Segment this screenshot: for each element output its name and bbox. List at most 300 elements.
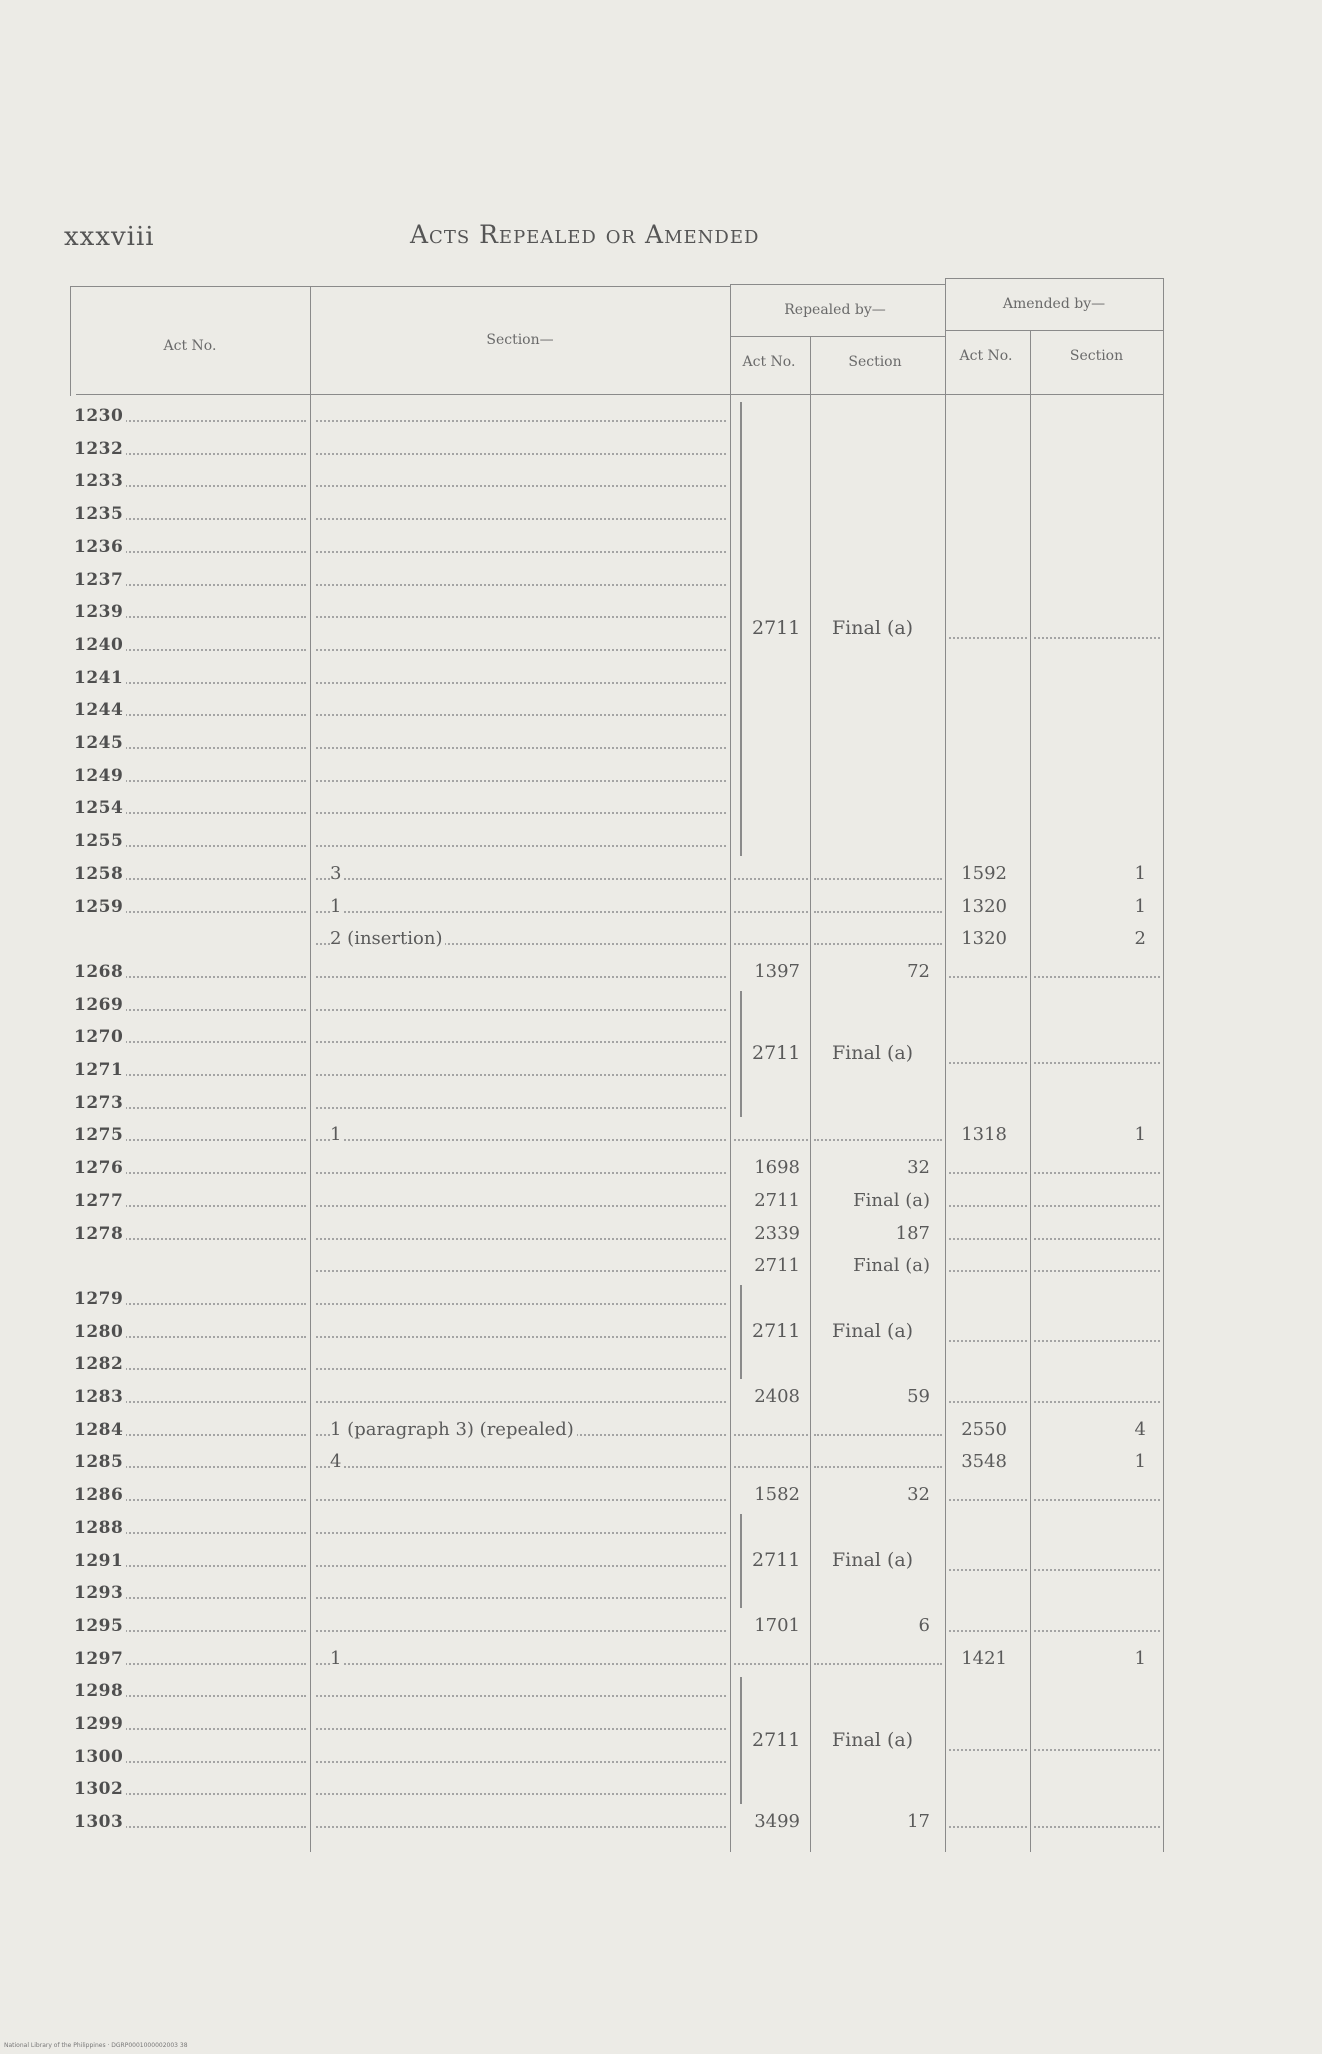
act-cell (74, 856, 306, 889)
repealed-section-value: Final (a) (853, 1255, 930, 1277)
table-row (70, 1804, 1168, 1837)
act-number: 1285 (74, 1452, 126, 1472)
act-cell (74, 660, 306, 693)
leader-dots (814, 878, 942, 880)
repealed-section-value: 17 (907, 1811, 930, 1833)
repealed-section-cell (814, 1216, 942, 1249)
amended-section-cell (1034, 1248, 1160, 1281)
table-row (70, 496, 1168, 529)
act-cell (74, 1444, 306, 1477)
section-cell (316, 398, 726, 431)
leader-dots (316, 1695, 726, 1697)
leader-dots (316, 616, 726, 618)
act-number: 1240 (74, 635, 126, 655)
leader-dots (949, 1499, 1027, 1501)
leader-dots (949, 637, 1027, 639)
repealed-section-cell (814, 1248, 942, 1281)
table-row (70, 1706, 1168, 1739)
leader-dots (1034, 1569, 1160, 1571)
amended-section-value: 2 (1134, 928, 1146, 950)
table-row (70, 1281, 1168, 1314)
act-number: 1237 (74, 570, 126, 590)
table-row (70, 627, 1168, 660)
table-top-rule (70, 286, 730, 287)
leader-dots (1034, 1749, 1160, 1751)
table-row (70, 1248, 1168, 1281)
amended-section-value: 1 (1134, 1124, 1146, 1146)
section-cell (316, 1052, 726, 1085)
repealed-section-value: 6 (918, 1614, 930, 1636)
act-number: 1241 (74, 668, 126, 688)
leader-dots (316, 1630, 726, 1632)
group-repealed-act: 2711 (752, 1319, 801, 1342)
act-cell (74, 1739, 306, 1772)
table-row (70, 1771, 1168, 1804)
leader-dots (316, 1565, 726, 1567)
repealed-section-cell (814, 856, 942, 889)
section-cell (316, 529, 726, 562)
section-cell (316, 660, 726, 693)
act-cell (74, 1052, 306, 1085)
amended-act-cell (949, 1183, 1027, 1216)
leader-dots (814, 911, 942, 913)
table-row (70, 398, 1168, 431)
leader-dots (1034, 1630, 1160, 1632)
section-cell (316, 1444, 726, 1477)
section-cell (316, 1739, 726, 1772)
leader-dots (316, 1139, 726, 1141)
act-number: 1291 (74, 1551, 126, 1571)
leader-dots (1034, 1062, 1160, 1064)
leader-dots (316, 1466, 726, 1468)
leader-dots (316, 649, 726, 651)
table-row (70, 1739, 1168, 1772)
section-cell (316, 1477, 726, 1510)
amended-act-number: 3548 (961, 1451, 1007, 1473)
amended-act-cell (949, 889, 1027, 922)
act-cell (74, 627, 306, 660)
repealed-top-rule (730, 284, 945, 285)
leader-dots (316, 1172, 726, 1174)
act-number: 1271 (74, 1060, 126, 1080)
group-repealed-act: 2711 (752, 616, 801, 639)
col-header-amended-section: Section (1069, 348, 1124, 364)
group-repealed-section: Final (a) (832, 616, 914, 639)
leader-dots (316, 1205, 726, 1207)
act-cell (74, 889, 306, 922)
section-cell (316, 1673, 726, 1706)
leader-dots (316, 420, 726, 422)
leader-dots (1034, 1826, 1160, 1828)
col-header-repealed-by: Repealed by— (784, 302, 886, 318)
table-row (70, 1150, 1168, 1183)
section-cell (316, 1314, 726, 1347)
act-number: 1236 (74, 537, 126, 557)
group-repealed-section: Final (a) (832, 1042, 914, 1064)
section-cell (316, 627, 726, 660)
repealed-act-cell (734, 856, 808, 889)
section-cell (316, 954, 726, 987)
section-cell (316, 889, 726, 922)
repealed-section-cell (814, 1444, 942, 1477)
table-left-rule (70, 286, 71, 396)
amended-top-rule (945, 278, 1163, 279)
leader-dots (734, 943, 808, 945)
act-cell (74, 1117, 306, 1150)
act-cell (74, 398, 306, 431)
amended-act-number: 1320 (961, 928, 1007, 950)
act-cell (74, 1216, 306, 1249)
leader-dots (1034, 1172, 1160, 1174)
section-cell (316, 1412, 726, 1445)
section-cell (316, 1117, 726, 1150)
leader-dots (949, 1270, 1027, 1272)
leader-dots (316, 453, 726, 455)
amended-section-cell (1034, 1444, 1160, 1477)
section-cell (316, 1346, 726, 1379)
amended-act-cell (949, 1804, 1027, 1837)
act-number: 1232 (74, 439, 126, 459)
amended-section-cell (1034, 856, 1160, 889)
table-row (70, 1117, 1168, 1150)
leader-dots (949, 1062, 1027, 1064)
section-cell (316, 1019, 726, 1052)
repealed-act-cell (734, 889, 808, 922)
act-cell (74, 758, 306, 791)
leader-dots (316, 714, 726, 716)
leader-dots (316, 1041, 726, 1043)
amended-act-number: 1320 (961, 895, 1007, 917)
table-row (70, 954, 1168, 987)
repealed-section-cell (814, 1641, 942, 1674)
section-cell (316, 562, 726, 595)
leader-dots (734, 1466, 808, 1468)
repealed-act-cell (734, 1248, 808, 1281)
repealed-act-cell (734, 1641, 808, 1674)
table-row (70, 1510, 1168, 1543)
group-repealed-section: Final (a) (832, 1728, 914, 1751)
leader-dots (814, 1139, 942, 1141)
act-cell (74, 1477, 306, 1510)
repealed-act-number: 2711 (754, 1189, 800, 1211)
leader-dots (316, 1401, 726, 1403)
amended-section-cell (1034, 1804, 1160, 1837)
section-text: 4 (330, 1451, 344, 1472)
section-cell (316, 987, 726, 1020)
repealed-section-value: 72 (907, 960, 930, 982)
act-number: 1273 (74, 1093, 126, 1113)
repealed-act-cell (734, 1117, 808, 1150)
section-cell (316, 856, 726, 889)
amended-section-value: 4 (1134, 1418, 1146, 1440)
table-row (70, 529, 1168, 562)
repealed-section-value: Final (a) (853, 1189, 930, 1211)
leader-dots (1034, 1205, 1160, 1207)
repealed-act-number: 1582 (754, 1484, 800, 1506)
leader-dots (316, 1303, 726, 1305)
amended-act-cell (949, 1379, 1027, 1412)
act-number: 1235 (74, 504, 126, 524)
act-number: 1284 (74, 1420, 126, 1440)
act-number: 1254 (74, 798, 126, 818)
act-cell (74, 1379, 306, 1412)
leader-dots (734, 911, 808, 913)
repealed-section-cell (814, 1379, 942, 1412)
leader-dots (949, 1172, 1027, 1174)
act-cell (74, 562, 306, 595)
amended-section-cell (1034, 1379, 1160, 1412)
table-row (70, 660, 1168, 693)
act-number: 1233 (74, 471, 126, 491)
section-cell (316, 790, 726, 823)
section-cell (316, 1804, 726, 1837)
brace-bracket (740, 1285, 742, 1379)
act-number: 1283 (74, 1387, 126, 1407)
amended-section-cell (1034, 1412, 1160, 1445)
act-cell (74, 692, 306, 725)
section-cell (316, 1379, 726, 1412)
leader-dots (949, 1630, 1027, 1632)
repealed-act-cell (734, 1444, 808, 1477)
leader-dots (734, 1139, 808, 1141)
act-number: 1269 (74, 995, 126, 1015)
amended-act-number: 1318 (961, 1124, 1007, 1146)
group-repealed-section: Final (a) (832, 1319, 914, 1342)
repealed-act-number: 1701 (754, 1614, 800, 1636)
act-cell (74, 987, 306, 1020)
col-header-section: Section— (486, 332, 554, 348)
col-header-amended-by: Amended by— (1002, 296, 1106, 312)
group-repealed-act: 2711 (752, 1042, 801, 1064)
leader-dots (316, 1532, 726, 1534)
section-cell (316, 1216, 726, 1249)
repealed-sub-rule (730, 336, 945, 337)
section-cell (316, 1510, 726, 1543)
leader-dots (734, 1434, 808, 1436)
repealed-section-cell (814, 1117, 942, 1150)
act-number: 1268 (74, 962, 126, 982)
amended-act-cell (949, 1608, 1027, 1641)
leader-dots (316, 1597, 726, 1599)
repealed-section-cell (814, 921, 942, 954)
leader-dots (316, 1663, 726, 1665)
section-text: 1 (330, 1124, 344, 1145)
section-cell (316, 594, 726, 627)
repealed-section-cell (814, 1412, 942, 1445)
act-number: 1299 (74, 1714, 126, 1734)
table-row (70, 1379, 1168, 1412)
leader-dots (814, 1663, 942, 1665)
section-text: 3 (330, 863, 344, 884)
leader-dots (1034, 637, 1160, 639)
repealed-act-number: 3499 (754, 1811, 800, 1833)
leader-dots (316, 1728, 726, 1730)
act-number: 1298 (74, 1681, 126, 1701)
section-cell (316, 692, 726, 725)
section-cell (316, 823, 726, 856)
table-row (70, 921, 1168, 954)
section-cell (316, 431, 726, 464)
act-cell (74, 954, 306, 987)
act-cell (74, 1019, 306, 1052)
amended-section-value: 1 (1134, 862, 1146, 884)
leader-dots (316, 780, 726, 782)
section-cell (316, 1085, 726, 1118)
leader-dots (814, 943, 942, 945)
leader-dots (1034, 976, 1160, 978)
act-number: 1280 (74, 1322, 126, 1342)
amended-section-cell (1034, 1216, 1160, 1249)
amended-act-cell (949, 1444, 1027, 1477)
table-row (70, 889, 1168, 922)
leader-dots (949, 1401, 1027, 1403)
act-cell (74, 1543, 306, 1576)
repealed-section-cell (814, 1183, 942, 1216)
amended-act-cell (949, 856, 1027, 889)
amended-section-cell (1034, 1183, 1160, 1216)
table-row (70, 987, 1168, 1020)
act-cell (74, 1412, 306, 1445)
repealed-act-cell (734, 1216, 808, 1249)
amended-act-cell (949, 1216, 1027, 1249)
brace-bracket (740, 1514, 742, 1608)
repealed-act-number: 2711 (754, 1255, 800, 1277)
act-cell (74, 1771, 306, 1804)
amended-act-cell (949, 1412, 1027, 1445)
act-cell (74, 1085, 306, 1118)
brace-bracket (740, 402, 742, 856)
col-header-act-no: Act No. (163, 338, 217, 354)
leader-dots (949, 1340, 1027, 1342)
leader-dots (316, 518, 726, 520)
leader-dots (316, 878, 726, 880)
table-row (70, 823, 1168, 856)
repealed-section-value: 32 (907, 1484, 930, 1506)
act-cell (74, 1248, 306, 1281)
repealed-act-cell (734, 1804, 808, 1837)
leader-dots (316, 485, 726, 487)
act-number: 1270 (74, 1027, 126, 1047)
section-cell (316, 1706, 726, 1739)
act-cell (74, 1706, 306, 1739)
amended-section-cell (1034, 1477, 1160, 1510)
leader-dots (316, 911, 726, 913)
amended-section-cell (1034, 1608, 1160, 1641)
act-number: 1259 (74, 897, 126, 917)
amended-section-value: 1 (1134, 1451, 1146, 1473)
repealed-act-number: 1698 (754, 1157, 800, 1179)
repealed-section-value: 187 (895, 1222, 930, 1244)
act-cell (74, 1281, 306, 1314)
leader-dots (316, 1499, 726, 1501)
leader-dots (949, 1826, 1027, 1828)
act-cell (74, 790, 306, 823)
table-row (70, 1019, 1168, 1052)
act-cell (74, 1510, 306, 1543)
act-cell (74, 529, 306, 562)
leader-dots (949, 976, 1027, 978)
col-header-amended-act-no: Act No. (959, 348, 1013, 364)
table-row (70, 1477, 1168, 1510)
section-cell (316, 725, 726, 758)
leader-dots (316, 845, 726, 847)
section-cell (316, 758, 726, 791)
act-cell (74, 1608, 306, 1641)
amended-act-cell (949, 1117, 1027, 1150)
act-number: 1255 (74, 831, 126, 851)
act-number: 1303 (74, 1812, 126, 1832)
act-number: 1282 (74, 1354, 126, 1374)
act-number: 1293 (74, 1583, 126, 1603)
repealed-section-cell (814, 1477, 942, 1510)
act-cell (74, 496, 306, 529)
section-cell (316, 1771, 726, 1804)
act-number: 1286 (74, 1485, 126, 1505)
brace-bracket (740, 1677, 742, 1804)
table-row (70, 1183, 1168, 1216)
section-text: 1 (330, 1648, 344, 1669)
section-cell (316, 1641, 726, 1674)
amended-section-cell (1034, 921, 1160, 954)
leader-dots (316, 1107, 726, 1109)
col-header-repealed-act-no: Act No. (742, 354, 796, 370)
amended-act-number: 2550 (961, 1418, 1007, 1440)
section-cell (316, 1281, 726, 1314)
header-bottom-rule (76, 394, 1163, 395)
table-row (70, 562, 1168, 595)
act-number: 1239 (74, 602, 126, 622)
repealed-act-number: 1397 (754, 960, 800, 982)
leader-dots (734, 878, 808, 880)
brace-bracket (740, 991, 742, 1118)
section-cell (316, 1150, 726, 1183)
amended-section-cell (1034, 1641, 1160, 1674)
act-cell (74, 594, 306, 627)
section-text: 1 (330, 896, 344, 917)
repealed-section-cell (814, 889, 942, 922)
leader-dots (316, 551, 726, 553)
table-row (70, 692, 1168, 725)
act-number: 1300 (74, 1747, 126, 1767)
leader-dots (1034, 1340, 1160, 1342)
act-number: 1297 (74, 1649, 126, 1669)
amended-act-cell (949, 1477, 1027, 1510)
act-cell (74, 921, 306, 954)
leader-dots (316, 1761, 726, 1763)
leader-dots (316, 812, 726, 814)
leader-dots (949, 1205, 1027, 1207)
leader-dots (316, 1793, 726, 1795)
col-header-repealed-section: Section (848, 354, 902, 370)
repealed-act-cell (734, 1379, 808, 1412)
act-number: 1278 (74, 1224, 126, 1244)
table-row (70, 725, 1168, 758)
leader-dots (316, 1238, 726, 1240)
leader-dots (949, 1238, 1027, 1240)
section-cell (316, 1183, 726, 1216)
leader-dots (949, 1569, 1027, 1571)
amended-act-cell (949, 1150, 1027, 1183)
repealed-act-number: 2408 (754, 1386, 800, 1407)
repealed-section-cell (814, 1608, 942, 1641)
table-row (70, 1641, 1168, 1674)
act-cell (74, 725, 306, 758)
act-cell (74, 1673, 306, 1706)
group-repealed-act: 2711 (752, 1548, 801, 1571)
acts-table (70, 282, 1168, 1852)
act-cell (74, 1150, 306, 1183)
section-cell (316, 1608, 726, 1641)
